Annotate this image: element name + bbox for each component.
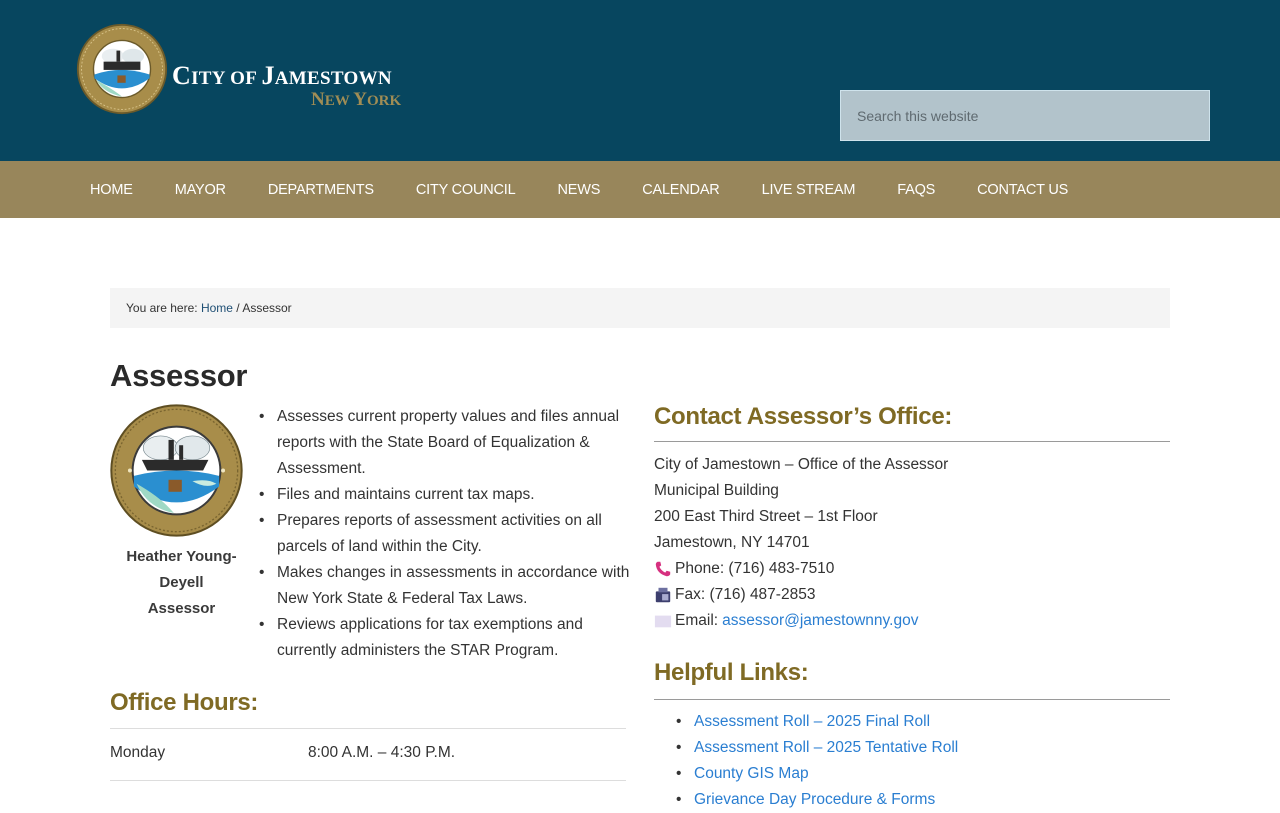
duties-list: [259, 404, 631, 664]
breadcrumb-home-link[interactable]: Home: [200, 301, 233, 315]
contact-fax: [654, 582, 948, 608]
assessor-role: Assessor: [147, 600, 216, 617]
office-hours-heading: Office Hours:: [110, 689, 259, 716]
link-county-gis-map[interactable]: County GIS Map: [694, 765, 809, 782]
contact-building: Municipal Building: [654, 482, 779, 499]
link-final-roll[interactable]: Assessment Roll – 2025 Final Roll: [694, 713, 931, 730]
contact-street: 200 East Third Street – 1st Floor: [654, 508, 878, 525]
breadcrumb: [110, 288, 1170, 328]
helpful-links-list: [676, 709, 958, 813]
nav-item-city-council[interactable]: CITY COUNCIL: [415, 181, 516, 198]
list-item: [676, 787, 958, 813]
contact-phone: [654, 556, 948, 582]
email-icon: [654, 612, 672, 630]
breadcrumb-prefix: You are here:: [126, 301, 201, 315]
site-header: [0, 0, 1280, 161]
city-seal-image: [110, 404, 243, 537]
helpful-links-heading: Helpful Links:: [654, 659, 809, 686]
link-grievance-day[interactable]: Grievance Day Procedure & Forms: [694, 791, 936, 808]
hours-time: 8:00 A.M. – 4:30 P.M.: [308, 744, 456, 761]
nav-item-calendar[interactable]: CALENDAR: [642, 181, 720, 198]
list-item: [676, 709, 958, 735]
contact-email: [654, 608, 948, 634]
nav-item-departments[interactable]: DEPARTMENTS: [267, 181, 374, 198]
contact-info: [654, 452, 948, 634]
list-item: • Assesses current property values and files annual reports with the State Board of Equalization & Assessment.: [259, 404, 631, 482]
logo-subtitle: NEW YORK: [311, 89, 402, 110]
city-seal-icon: [76, 22, 168, 116]
list-item: • Prepares reports of assessment activities on all parcels of land within the City.: [259, 508, 631, 560]
fax-text: Fax: (716) 487-2853: [675, 586, 816, 603]
contact-city: Jamestown, NY 14701: [654, 534, 810, 551]
contact-heading: Contact Assessor’s Office:: [654, 403, 953, 430]
nav-item-home[interactable]: HOME: [90, 181, 133, 198]
assessor-caption: [110, 544, 253, 622]
list-item: [676, 761, 958, 787]
divider: [654, 441, 1170, 442]
nav-item-live-stream[interactable]: LIVE STREAM: [761, 181, 856, 198]
divider: [110, 780, 626, 781]
nav-item-contact-us[interactable]: CONTACT US: [977, 181, 1069, 198]
contact-office-name: City of Jamestown – Office of the Assessor: [654, 456, 949, 473]
assessor-name-line2: Deyell: [159, 574, 204, 591]
page-title: Assessor: [110, 358, 248, 393]
main-nav: [0, 161, 1280, 218]
logo-title: CITY OF JAMESTOWN: [172, 61, 392, 90]
nav-item-faqs[interactable]: FAQS: [897, 181, 936, 198]
nav-item-mayor[interactable]: MAYOR: [174, 181, 226, 198]
email-link[interactable]: assessor@jamestownny.gov: [722, 612, 919, 629]
fax-icon: [654, 586, 672, 604]
hours-day: Monday: [110, 744, 166, 761]
site-logo[interactable]: [76, 22, 412, 116]
email-label: Email:: [675, 612, 719, 629]
phone-text: Phone: (716) 483-7510: [675, 560, 835, 577]
phone-icon: [654, 560, 672, 578]
nav-item-news[interactable]: NEWS: [557, 181, 601, 198]
list-item: • Reviews applications for tax exemptions and currently administers the STAR Program.: [259, 612, 631, 664]
breadcrumb-separator: /: [232, 301, 243, 315]
site-title: [172, 39, 412, 110]
assessor-name-line1: Heather Young-: [126, 548, 237, 565]
list-item: [676, 735, 958, 761]
breadcrumb-current: Assessor: [242, 301, 292, 315]
link-tentative-roll[interactable]: Assessment Roll – 2025 Tentative Roll: [694, 739, 959, 756]
list-item: • Files and maintains current tax maps.: [259, 482, 631, 508]
divider: [654, 699, 1170, 700]
search-input[interactable]: [840, 90, 1210, 141]
list-item: • Makes changes in assessments in accordance with New York State & Federal Tax Laws.: [259, 560, 631, 612]
divider: [110, 728, 626, 729]
